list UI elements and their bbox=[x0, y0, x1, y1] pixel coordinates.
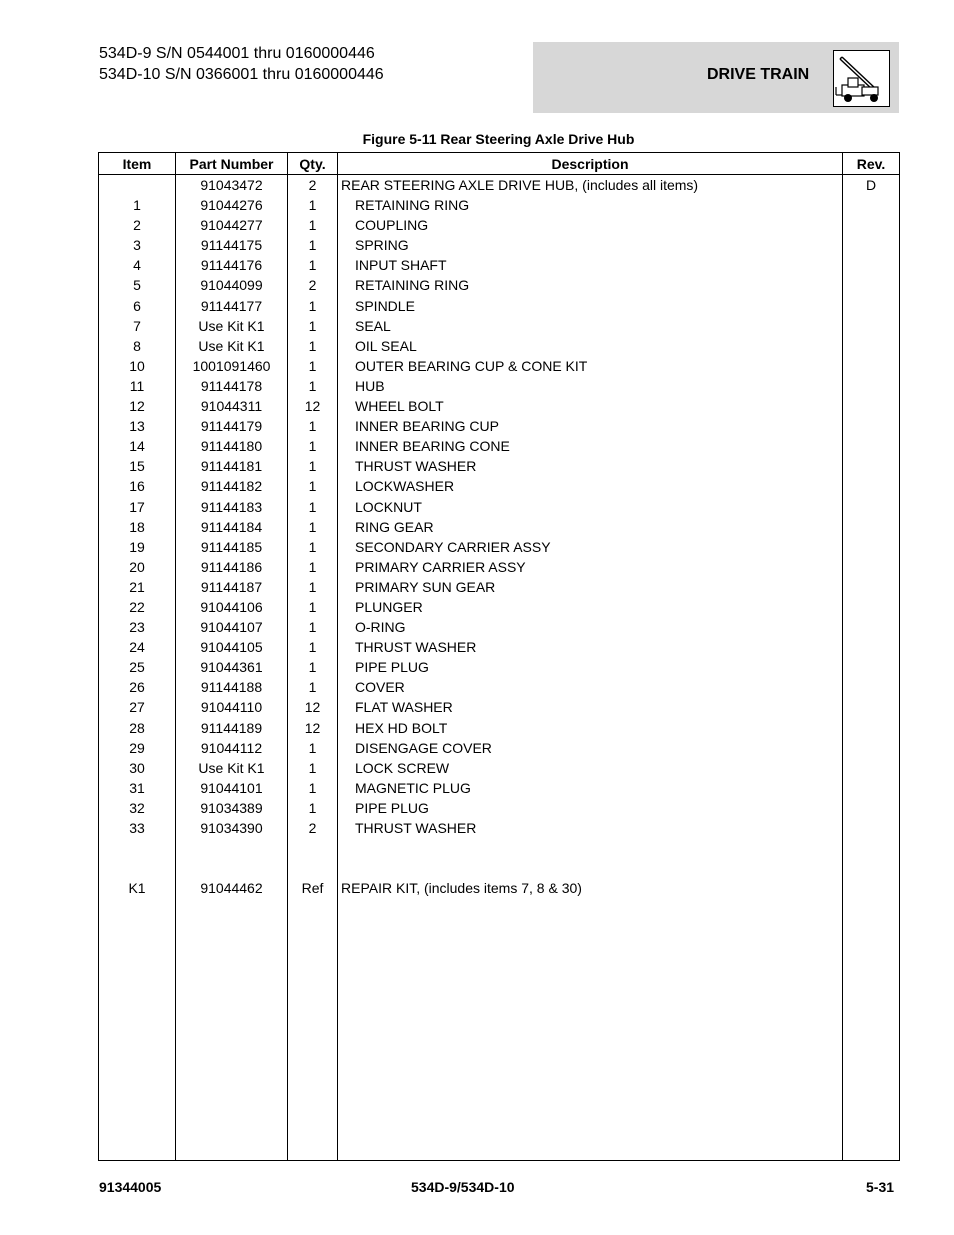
column-header-qty: Qty. bbox=[288, 153, 338, 175]
table-row bbox=[99, 738, 900, 758]
cell-item bbox=[99, 175, 176, 196]
cell-item: 30 bbox=[99, 758, 176, 778]
cell-description: COVER bbox=[338, 677, 843, 697]
cell-qty: 12 bbox=[288, 396, 338, 416]
cell-rev bbox=[843, 215, 900, 235]
cell-description: RING GEAR bbox=[338, 517, 843, 537]
cell-rev bbox=[843, 275, 900, 295]
cell-qty: 1 bbox=[288, 577, 338, 597]
cell-rev bbox=[843, 818, 900, 838]
cell-part-number: Use Kit K1 bbox=[176, 316, 288, 336]
cell-description: REAR STEERING AXLE DRIVE HUB, (includes all items) bbox=[338, 175, 843, 196]
cell-qty: 2 bbox=[288, 175, 338, 196]
cell-item: 11 bbox=[99, 376, 176, 396]
cell-qty: 2 bbox=[288, 818, 338, 838]
cell-qty: 1 bbox=[288, 235, 338, 255]
cell-description: SPRING bbox=[338, 235, 843, 255]
cell-part-number: 91044106 bbox=[176, 597, 288, 617]
cell-qty: 1 bbox=[288, 617, 338, 637]
cell-qty: 1 bbox=[288, 215, 338, 235]
cell-qty bbox=[288, 858, 338, 878]
cell-part-number: 91144176 bbox=[176, 255, 288, 275]
cell-qty: 1 bbox=[288, 436, 338, 456]
cell-part-number: 91144178 bbox=[176, 376, 288, 396]
table-row bbox=[99, 215, 900, 235]
table-row bbox=[99, 396, 900, 416]
table-row bbox=[99, 838, 900, 858]
cell-item: 3 bbox=[99, 235, 176, 255]
cell-qty: 1 bbox=[288, 677, 338, 697]
cell-rev bbox=[843, 738, 900, 758]
cell-qty: 1 bbox=[288, 798, 338, 818]
cell-item: 25 bbox=[99, 657, 176, 677]
table-row bbox=[99, 617, 900, 637]
cell-rev bbox=[843, 597, 900, 617]
cell-qty: 1 bbox=[288, 416, 338, 436]
filler-cell bbox=[99, 898, 176, 1160]
cell-item: 21 bbox=[99, 577, 176, 597]
cell-qty: 12 bbox=[288, 718, 338, 738]
model-serial-range bbox=[99, 43, 384, 85]
cell-description: LOCKWASHER bbox=[338, 476, 843, 496]
cell-item: 7 bbox=[99, 316, 176, 336]
cell-item: 28 bbox=[99, 718, 176, 738]
table-row bbox=[99, 597, 900, 617]
cell-description: SECONDARY CARRIER ASSY bbox=[338, 537, 843, 557]
cell-description: THRUST WASHER bbox=[338, 456, 843, 476]
cell-description: INNER BEARING CUP bbox=[338, 416, 843, 436]
cell-part-number bbox=[176, 838, 288, 858]
cell-rev bbox=[843, 778, 900, 798]
table-row bbox=[99, 376, 900, 396]
cell-description: THRUST WASHER bbox=[338, 637, 843, 657]
cell-qty: Ref bbox=[288, 878, 338, 898]
cell-qty: 1 bbox=[288, 296, 338, 316]
cell-part-number: 91144180 bbox=[176, 436, 288, 456]
cell-item: 17 bbox=[99, 497, 176, 517]
cell-description: DISENGAGE COVER bbox=[338, 738, 843, 758]
cell-rev bbox=[843, 677, 900, 697]
cell-part-number: 91144188 bbox=[176, 677, 288, 697]
cell-description: HEX HD BOLT bbox=[338, 718, 843, 738]
cell-part-number: 91144182 bbox=[176, 476, 288, 496]
column-header-item: Item bbox=[99, 153, 176, 175]
cell-item bbox=[99, 858, 176, 878]
cell-item: 20 bbox=[99, 557, 176, 577]
cell-rev bbox=[843, 718, 900, 738]
cell-qty: 1 bbox=[288, 637, 338, 657]
table-row bbox=[99, 557, 900, 577]
cell-description: PRIMARY SUN GEAR bbox=[338, 577, 843, 597]
table-header-row bbox=[99, 153, 900, 175]
cell-part-number: 91144186 bbox=[176, 557, 288, 577]
column-header-part-number: Part Number bbox=[176, 153, 288, 175]
cell-item: 22 bbox=[99, 597, 176, 617]
serial-line-2: 534D-10 S/N 0366001 thru 0160000446 bbox=[99, 66, 384, 83]
cell-qty: 1 bbox=[288, 537, 338, 557]
cell-rev bbox=[843, 878, 900, 898]
cell-rev: D bbox=[843, 175, 900, 196]
cell-description: COUPLING bbox=[338, 215, 843, 235]
cell-rev bbox=[843, 858, 900, 878]
cell-description: PRIMARY CARRIER ASSY bbox=[338, 557, 843, 577]
cell-item: 18 bbox=[99, 517, 176, 537]
cell-description: WHEEL BOLT bbox=[338, 396, 843, 416]
table-row bbox=[99, 718, 900, 738]
cell-description: PLUNGER bbox=[338, 597, 843, 617]
cell-item: 16 bbox=[99, 476, 176, 496]
table-row bbox=[99, 456, 900, 476]
cell-description: INNER BEARING CONE bbox=[338, 436, 843, 456]
cell-qty: 1 bbox=[288, 497, 338, 517]
footer-doc-number: 91344005 bbox=[99, 1179, 162, 1195]
cell-rev bbox=[843, 476, 900, 496]
cell-rev bbox=[843, 456, 900, 476]
cell-part-number: 91044277 bbox=[176, 215, 288, 235]
cell-rev bbox=[843, 657, 900, 677]
cell-qty: 1 bbox=[288, 195, 338, 215]
cell-part-number: 91144187 bbox=[176, 577, 288, 597]
cell-rev bbox=[843, 838, 900, 858]
cell-item: 13 bbox=[99, 416, 176, 436]
cell-part-number: 91144175 bbox=[176, 235, 288, 255]
cell-rev bbox=[843, 416, 900, 436]
filler-cell bbox=[843, 898, 900, 1160]
cell-qty: 1 bbox=[288, 657, 338, 677]
cell-qty: 1 bbox=[288, 376, 338, 396]
cell-rev bbox=[843, 195, 900, 215]
cell-item: 29 bbox=[99, 738, 176, 758]
cell-rev bbox=[843, 798, 900, 818]
filler-cell bbox=[338, 898, 843, 1160]
cell-part-number: 91044276 bbox=[176, 195, 288, 215]
table-row bbox=[99, 637, 900, 657]
cell-part-number: 91144185 bbox=[176, 537, 288, 557]
column-header-description: Description bbox=[338, 153, 843, 175]
table-row bbox=[99, 758, 900, 778]
cell-description bbox=[338, 838, 843, 858]
filler-cell bbox=[176, 898, 288, 1160]
cell-part-number: 91144184 bbox=[176, 517, 288, 537]
cell-item: 32 bbox=[99, 798, 176, 818]
cell-qty: 1 bbox=[288, 778, 338, 798]
cell-rev bbox=[843, 758, 900, 778]
table-row bbox=[99, 275, 900, 295]
table-row bbox=[99, 195, 900, 215]
cell-item bbox=[99, 838, 176, 858]
cell-part-number: 91144177 bbox=[176, 296, 288, 316]
cell-item: 14 bbox=[99, 436, 176, 456]
cell-rev bbox=[843, 436, 900, 456]
cell-part-number: 91043472 bbox=[176, 175, 288, 196]
cell-rev bbox=[843, 697, 900, 717]
cell-rev bbox=[843, 557, 900, 577]
cell-qty: 1 bbox=[288, 336, 338, 356]
cell-description: HUB bbox=[338, 376, 843, 396]
cell-description: SEAL bbox=[338, 316, 843, 336]
figure-title: Figure 5-11 Rear Steering Axle Drive Hub bbox=[362, 131, 635, 147]
table-row bbox=[99, 235, 900, 255]
cell-description: LOCKNUT bbox=[338, 497, 843, 517]
cell-rev bbox=[843, 537, 900, 557]
cell-rev bbox=[843, 396, 900, 416]
cell-item: 1 bbox=[99, 195, 176, 215]
cell-description: RETAINING RING bbox=[338, 195, 843, 215]
cell-rev bbox=[843, 235, 900, 255]
table-filler-row bbox=[99, 898, 900, 1160]
table-row bbox=[99, 497, 900, 517]
cell-part-number: 91044099 bbox=[176, 275, 288, 295]
cell-description: OIL SEAL bbox=[338, 336, 843, 356]
cell-rev bbox=[843, 517, 900, 537]
cell-description: PIPE PLUG bbox=[338, 657, 843, 677]
cell-part-number: 91044105 bbox=[176, 637, 288, 657]
table-row bbox=[99, 336, 900, 356]
cell-part-number: 91044101 bbox=[176, 778, 288, 798]
cell-item: 19 bbox=[99, 537, 176, 557]
cell-part-number: 91044112 bbox=[176, 738, 288, 758]
cell-item: 2 bbox=[99, 215, 176, 235]
cell-part-number: 91144181 bbox=[176, 456, 288, 476]
cell-rev bbox=[843, 255, 900, 275]
cell-qty: 2 bbox=[288, 275, 338, 295]
cell-rev bbox=[843, 316, 900, 336]
table-row bbox=[99, 416, 900, 436]
cell-rev bbox=[843, 376, 900, 396]
serial-line-1: 534D-9 S/N 0544001 thru 0160000446 bbox=[99, 45, 375, 62]
cell-part-number: 91144189 bbox=[176, 718, 288, 738]
cell-item: 4 bbox=[99, 255, 176, 275]
cell-description: RETAINING RING bbox=[338, 275, 843, 295]
table-row bbox=[99, 316, 900, 336]
table-row bbox=[99, 356, 900, 376]
table-row bbox=[99, 778, 900, 798]
cell-qty: 1 bbox=[288, 517, 338, 537]
cell-item: 23 bbox=[99, 617, 176, 637]
cell-rev bbox=[843, 296, 900, 316]
cell-description: INPUT SHAFT bbox=[338, 255, 843, 275]
cell-item: 10 bbox=[99, 356, 176, 376]
table-row bbox=[99, 577, 900, 597]
footer-page-number: 5-31 bbox=[866, 1179, 895, 1195]
table-row bbox=[99, 476, 900, 496]
cell-item: K1 bbox=[99, 878, 176, 898]
section-header bbox=[533, 42, 899, 113]
cell-part-number: 91034389 bbox=[176, 798, 288, 818]
cell-rev bbox=[843, 497, 900, 517]
cell-item: 33 bbox=[99, 818, 176, 838]
table-row bbox=[99, 697, 900, 717]
table-row bbox=[99, 517, 900, 537]
cell-qty: 1 bbox=[288, 255, 338, 275]
cell-description bbox=[338, 858, 843, 878]
cell-qty: 1 bbox=[288, 738, 338, 758]
cell-part-number: 91144179 bbox=[176, 416, 288, 436]
cell-item: 12 bbox=[99, 396, 176, 416]
cell-item: 15 bbox=[99, 456, 176, 476]
table-row bbox=[99, 878, 900, 898]
cell-description: LOCK SCREW bbox=[338, 758, 843, 778]
cell-qty: 1 bbox=[288, 758, 338, 778]
cell-part-number: 91144183 bbox=[176, 497, 288, 517]
cell-description: REPAIR KIT, (includes items 7, 8 & 30) bbox=[338, 878, 843, 898]
table-row bbox=[99, 296, 900, 316]
cell-rev bbox=[843, 617, 900, 637]
cell-item: 5 bbox=[99, 275, 176, 295]
cell-qty bbox=[288, 838, 338, 858]
cell-description: OUTER BEARING CUP & CONE KIT bbox=[338, 356, 843, 376]
table-row bbox=[99, 657, 900, 677]
cell-part-number: 1001091460 bbox=[176, 356, 288, 376]
table-row bbox=[99, 255, 900, 275]
table-row bbox=[99, 677, 900, 697]
cell-part-number bbox=[176, 858, 288, 878]
cell-qty: 12 bbox=[288, 697, 338, 717]
cell-item: 8 bbox=[99, 336, 176, 356]
table-row bbox=[99, 436, 900, 456]
cell-rev bbox=[843, 336, 900, 356]
cell-description: SPINDLE bbox=[338, 296, 843, 316]
telehandler-icon bbox=[833, 50, 890, 107]
cell-description: O-RING bbox=[338, 617, 843, 637]
cell-part-number: Use Kit K1 bbox=[176, 758, 288, 778]
cell-item: 24 bbox=[99, 637, 176, 657]
cell-part-number: 91044311 bbox=[176, 396, 288, 416]
cell-item: 31 bbox=[99, 778, 176, 798]
cell-description: PIPE PLUG bbox=[338, 798, 843, 818]
cell-description: THRUST WASHER bbox=[338, 818, 843, 838]
table-row bbox=[99, 537, 900, 557]
section-title: DRIVE TRAIN bbox=[707, 66, 810, 83]
cell-rev bbox=[843, 577, 900, 597]
cell-part-number: 91044107 bbox=[176, 617, 288, 637]
cell-item: 6 bbox=[99, 296, 176, 316]
cell-qty: 1 bbox=[288, 476, 338, 496]
column-header-rev: Rev. bbox=[843, 153, 900, 175]
cell-qty: 1 bbox=[288, 456, 338, 476]
filler-cell bbox=[288, 898, 338, 1160]
parts-table-body bbox=[99, 175, 900, 1161]
table-row bbox=[99, 818, 900, 838]
cell-description: MAGNETIC PLUG bbox=[338, 778, 843, 798]
cell-qty: 1 bbox=[288, 356, 338, 376]
footer-model: 534D-9/534D-10 bbox=[411, 1179, 515, 1195]
cell-part-number: Use Kit K1 bbox=[176, 336, 288, 356]
cell-qty: 1 bbox=[288, 557, 338, 577]
table-row bbox=[99, 175, 900, 196]
cell-qty: 1 bbox=[288, 597, 338, 617]
parts-table bbox=[98, 152, 900, 1161]
cell-part-number: 91044361 bbox=[176, 657, 288, 677]
cell-part-number: 91034390 bbox=[176, 818, 288, 838]
cell-rev bbox=[843, 356, 900, 376]
cell-item: 27 bbox=[99, 697, 176, 717]
table-row bbox=[99, 858, 900, 878]
cell-description: FLAT WASHER bbox=[338, 697, 843, 717]
cell-rev bbox=[843, 637, 900, 657]
cell-part-number: 91044110 bbox=[176, 697, 288, 717]
table-row bbox=[99, 798, 900, 818]
cell-qty: 1 bbox=[288, 316, 338, 336]
cell-part-number: 91044462 bbox=[176, 878, 288, 898]
cell-item: 26 bbox=[99, 677, 176, 697]
